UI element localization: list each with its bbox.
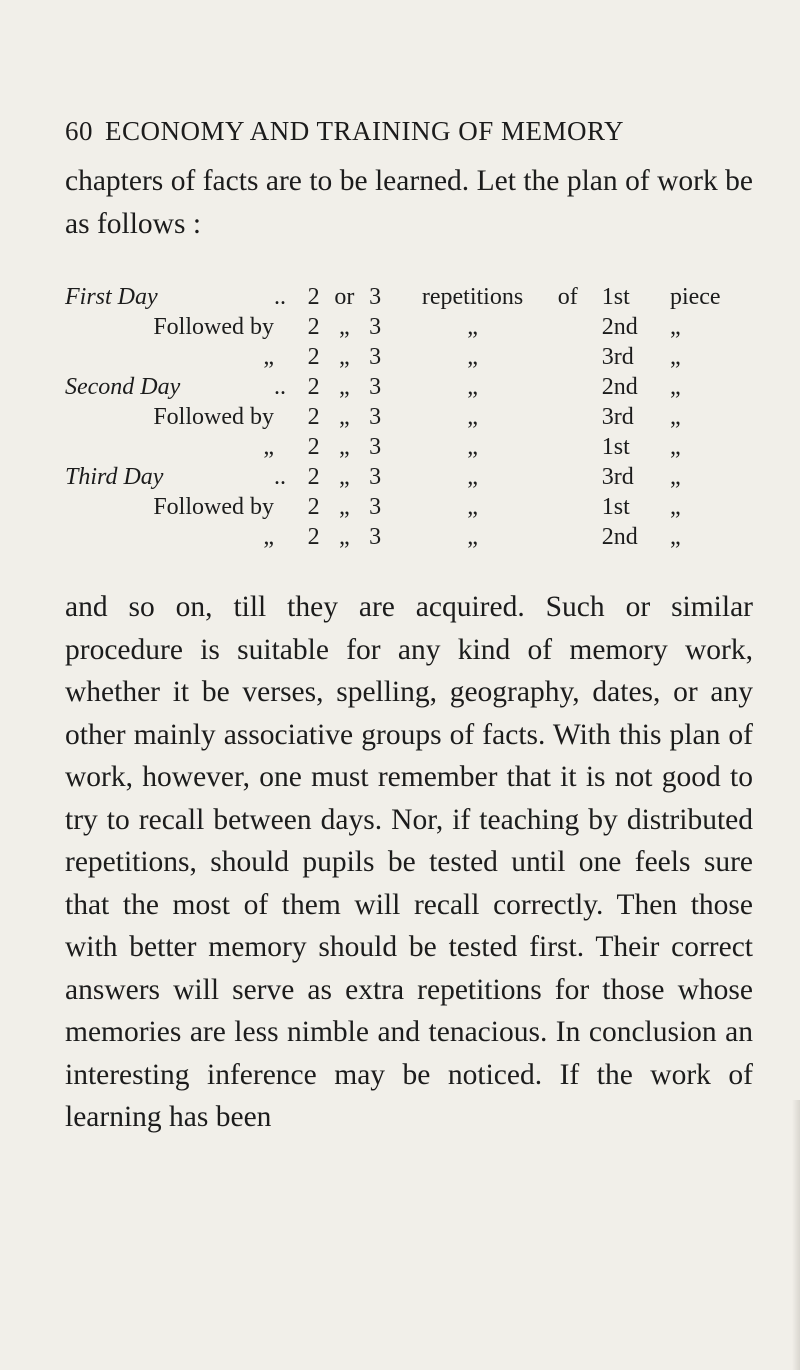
schedule-row [65,402,747,432]
schedule-of-cell: of [557,284,578,310]
schedule-or-cell: or [334,284,355,310]
schedule-piece-cell: „ [669,434,681,460]
schedule-day-cell: „ [263,344,274,370]
schedule-dots-cell: .. [274,464,286,490]
schedule-n2-cell: 3 [369,434,382,460]
schedule-n1-cell: 2 [307,434,320,460]
schedule-dots-cell [274,342,302,372]
schedule-of-cell [558,402,602,432]
schedule-day-cell: „ [263,434,274,460]
schedule-row [65,282,747,312]
schedule-ord-cell: 3rd [601,464,634,490]
schedule-dots-cell: .. [274,284,286,310]
schedule-row [65,462,747,492]
page-edge-shadow [792,1100,800,1370]
schedule-n1-cell: 2 [307,374,320,400]
schedule-day-cell: Second Day [65,374,181,400]
schedule-ord-cell: 2nd [601,314,638,340]
schedule-day-cell: Followed by [153,404,274,430]
schedule-ord-cell: 2nd [601,374,638,400]
repetition-schedule-table [65,282,747,552]
schedule-piece-cell: „ [669,494,681,520]
schedule-row [65,372,747,402]
schedule-of-cell [558,342,602,372]
schedule-rep-cell: „ [467,374,478,400]
schedule-row [65,432,747,462]
schedule-n1-cell: 2 [307,524,320,550]
schedule-piece-cell: „ [669,464,681,490]
schedule-n1-cell: 2 [307,344,320,370]
schedule-of-cell [558,522,602,552]
schedule-n2-cell: 3 [369,374,382,400]
schedule-dots-cell [274,312,302,342]
schedule-dots-cell: .. [274,374,286,400]
schedule-rep-cell: „ [467,434,478,460]
schedule-n2-cell: 3 [369,344,382,370]
schedule-or-cell: „ [339,434,350,460]
schedule-of-cell [558,372,602,402]
schedule-rep-cell: „ [467,344,478,370]
schedule-piece-cell: „ [669,344,681,370]
schedule-n1-cell: 2 [307,314,320,340]
schedule-piece-cell: „ [669,314,681,340]
schedule-row [65,522,747,552]
schedule-or-cell: „ [339,314,350,340]
running-header [65,116,745,147]
schedule-ord-cell: 1st [601,434,630,460]
schedule-dots-cell [274,492,302,522]
page-number: 60 [65,116,93,146]
schedule-dots-cell [274,432,302,462]
schedule-day-cell: First Day [65,284,158,310]
schedule-of-cell [558,312,602,342]
schedule-rep-cell: „ [467,494,478,520]
schedule-n2-cell: 3 [369,284,382,310]
schedule-or-cell: „ [339,374,350,400]
schedule-n1-cell: 2 [307,404,320,430]
running-title: ECONOMY AND TRAINING OF MEMORY [105,116,625,146]
schedule-rep-cell: „ [467,464,478,490]
schedule-n1-cell: 2 [307,284,320,310]
schedule-dots-cell [274,522,302,552]
body-paragraph: and so on, till they are acquired. Such or similar procedure is suitable for any kind of memory work, whether it be verses, spelling, geography, dates, or any other mainly associative groups of facts. With this plan of work, however, one must remember that it is not good to try to recall between days. Nor, if teaching by distributed repetitions, should pupils be tested until one feels sure that the most of them will recall correctly. Then those with better memory should be tested first. Their correct answers will serve as extra repetitions for those whose memories are less nimble and tenacious. In conclusion an interesting inference may be noticed. If the work of learning has been [65,591,753,1133]
schedule-n1-cell: 2 [307,464,320,490]
schedule-of-cell [558,492,602,522]
schedule-n2-cell: 3 [369,464,382,490]
schedule-dots-cell [274,402,302,432]
schedule-or-cell: „ [339,344,350,370]
schedule-piece-cell: piece [669,284,721,310]
schedule-of-cell [558,432,602,462]
schedule-row [65,342,747,372]
schedule-rep-cell: „ [467,524,478,550]
schedule-or-cell: „ [339,464,350,490]
schedule-n2-cell: 3 [369,524,382,550]
schedule-row [65,312,747,342]
schedule-row [65,492,747,522]
schedule-or-cell: „ [339,404,350,430]
schedule-day-cell: Third Day [65,464,164,490]
schedule-ord-cell: 3rd [601,404,634,430]
schedule-n1-cell: 2 [307,494,320,520]
schedule-n2-cell: 3 [369,314,382,340]
schedule-ord-cell: 1st [601,284,630,310]
schedule-or-cell: „ [339,524,350,550]
schedule-ord-cell: 2nd [601,524,638,550]
schedule-rep-cell: „ [467,404,478,430]
schedule-piece-cell: „ [669,524,681,550]
schedule-rep-cell: „ [467,314,478,340]
schedule-ord-cell: 3rd [601,344,634,370]
schedule-piece-cell: „ [669,404,681,430]
schedule-or-cell: „ [339,494,350,520]
schedule-day-cell: Followed by [153,314,274,340]
intro-paragraph: chapters of facts are to be learned. Let the plan of work be as follows : [65,165,753,240]
schedule-ord-cell: 1st [601,494,630,520]
schedule-n2-cell: 3 [369,494,382,520]
schedule-piece-cell: „ [669,374,681,400]
schedule-day-cell: Followed by [153,494,274,520]
schedule-rep-cell: repetitions [421,284,524,310]
schedule-n2-cell: 3 [369,404,382,430]
schedule-day-cell: „ [263,524,274,550]
schedule-of-cell [558,462,602,492]
